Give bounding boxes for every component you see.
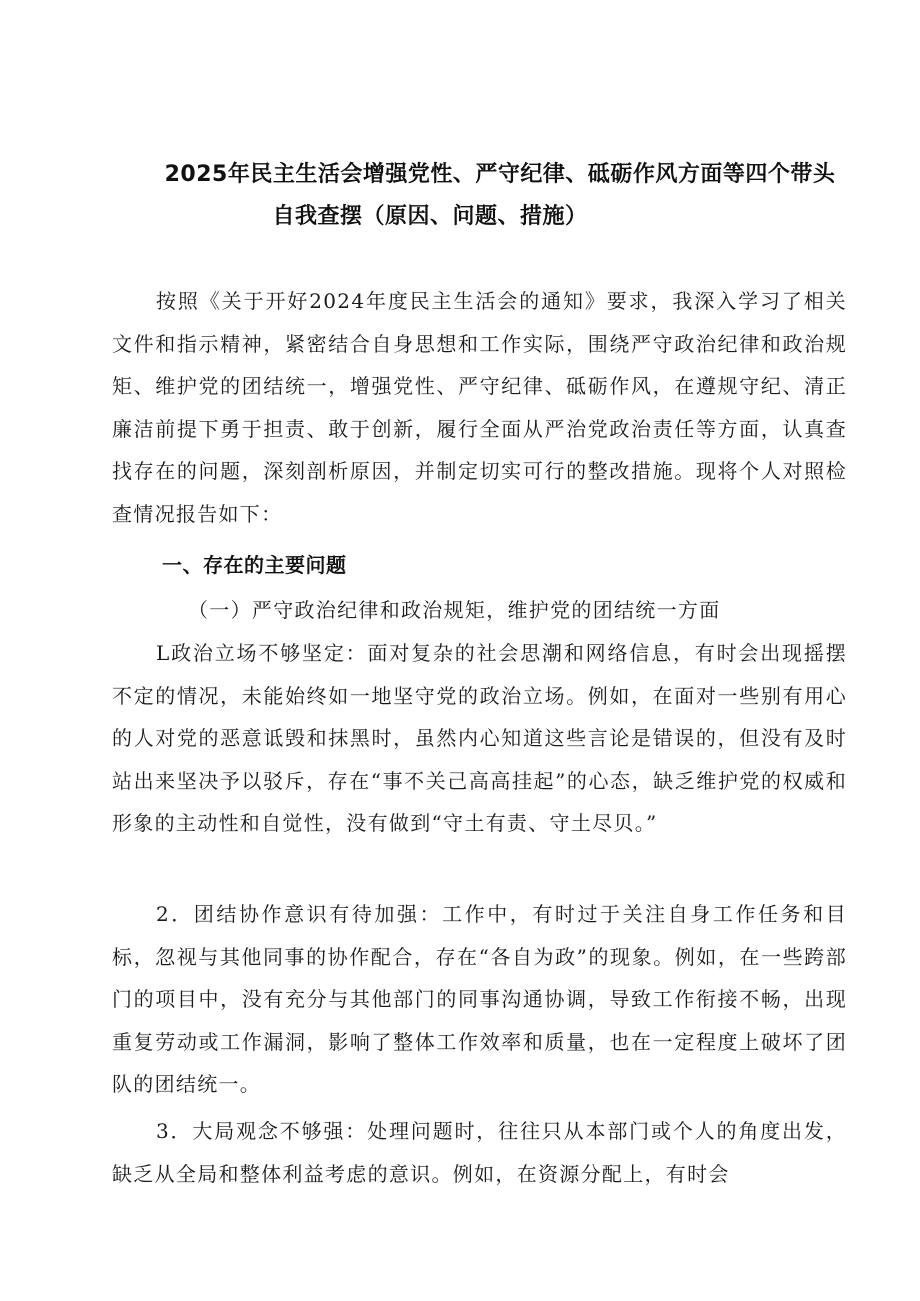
document-title-line-1: 2025年民主生活会增强党性、严守纪律、砥砺作风方面等四个带头 [164,162,836,187]
section-heading-problems: 一、存在的主要问题 [162,553,347,577]
subsection-heading-political-discipline: （一）严守政治纪律和政治规矩，维护党的团结统一方面 [188,598,721,622]
problem-item-3: 3．大局观念不够强：处理问题时，往往只从本部门或个人的角度出发，缺乏从全局和整体利益考虑的意识。例如，在资源分配上，有时会 [112,1119,847,1186]
intro-paragraph: 按照《关于开好2024年度民主生活会的通知》要求，我深入学习了相关文件和指示精神，紧密结合自身思想和工作实际，围绕严守政治纪律和政治规矩、维护党的团结统一，增强党性、严守纪律、砥砺作风，在遵规守纪、清正廉洁前提下勇于担责、敢于创新，履行全面从严治党政治责任等方面，认真查找存在的问题，深刻剖析原因，并制定切实可行的整改措施。现将个人对照检查情况报告如下： [112,289,847,526]
problem-item-2: 2．团结协作意识有待加强：工作中，有时过于关注自身工作任务和目标，忽视与其他同事的协作配合，存在“各自为政”的现象。例如，在一些跨部门的项目中，没有充分与其他部门的同事沟通协调，导致工作衔接不畅，出现重复劳动或工作漏洞，影响了整体工作效率和质量，也在一定程度上破坏了团队的团结统一。 [112,902,847,1096]
document-title-line-2: 自我查摆（原因、问题、措施） [272,204,588,229]
problem-item-1: L政治立场不够坚定：面对复杂的社会思潮和网络信息，有时会出现摇摆不定的情况，未能始终如一地坚守党的政治立场。例如，在面对一些别有用心的人对党的恶意诋毁和抹黑时，虽然内心知道这些言论是错误的，但没有及时站出来坚决予以驳斥，存在“事不关己高高挂起”的心态，缺乏维护党的权威和形象的主动性和自觉性，没有做到“守土有责、守土尽贝。” [112,641,847,835]
